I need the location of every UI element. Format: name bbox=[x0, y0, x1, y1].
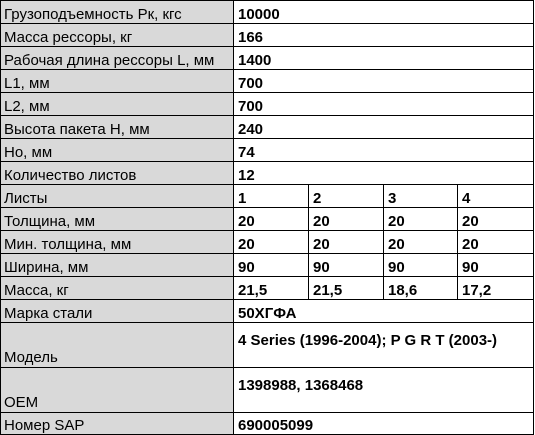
thickness-leaf-2: 20 bbox=[309, 208, 384, 231]
label-load-capacity: Грузоподъемность Рк, кгс bbox=[1, 1, 234, 24]
row-load-capacity bbox=[1, 1, 534, 24]
label-width: Ширина, мм bbox=[1, 254, 234, 277]
value-steel-grade: 50ХГФА bbox=[234, 300, 534, 323]
row-min-thickness bbox=[1, 231, 534, 254]
label-leaves: Листы bbox=[1, 185, 234, 208]
value-leaf-count: 12 bbox=[234, 162, 534, 185]
leaf-column-4: 4 bbox=[458, 185, 534, 208]
width-leaf-3: 90 bbox=[384, 254, 458, 277]
value-l1: 700 bbox=[234, 70, 534, 93]
mass-leaf-3: 18,6 bbox=[384, 277, 458, 300]
label-spring-mass: Масса рессоры, кг bbox=[1, 24, 234, 47]
width-leaf-4: 90 bbox=[458, 254, 534, 277]
value-oem: 1398988, 1368468 bbox=[234, 368, 534, 413]
label-sap: Номер SAP bbox=[1, 413, 234, 435]
row-leaf-count bbox=[1, 162, 534, 185]
row-h0 bbox=[1, 139, 534, 162]
label-l2: L2, мм bbox=[1, 93, 234, 116]
leaf-column-1: 1 bbox=[234, 185, 309, 208]
mass-leaf-4: 17,2 bbox=[458, 277, 534, 300]
min-thickness-leaf-1: 20 bbox=[234, 231, 309, 254]
row-working-length bbox=[1, 47, 534, 70]
row-l2 bbox=[1, 93, 534, 116]
label-model: Модель bbox=[1, 323, 234, 368]
value-pack-height: 240 bbox=[234, 116, 534, 139]
thickness-leaf-3: 20 bbox=[384, 208, 458, 231]
row-l1 bbox=[1, 70, 534, 93]
label-working-length: Рабочая длина рессоры L, мм bbox=[1, 47, 234, 70]
value-spring-mass: 166 bbox=[234, 24, 534, 47]
value-load-capacity: 10000 bbox=[234, 1, 534, 24]
label-leaf-count: Количество листов bbox=[1, 162, 234, 185]
value-model: 4 Series (1996-2004); P G R T (2003-) bbox=[234, 323, 534, 368]
row-sap bbox=[1, 413, 534, 435]
mass-leaf-1: 21,5 bbox=[234, 277, 309, 300]
label-thickness: Толщина, мм bbox=[1, 208, 234, 231]
value-working-length: 1400 bbox=[234, 47, 534, 70]
min-thickness-leaf-4: 20 bbox=[458, 231, 534, 254]
row-steel-grade bbox=[1, 300, 534, 323]
row-pack-height bbox=[1, 116, 534, 139]
row-thickness bbox=[1, 208, 534, 231]
row-leaf-mass bbox=[1, 277, 534, 300]
label-l1: L1, мм bbox=[1, 70, 234, 93]
width-leaf-1: 90 bbox=[234, 254, 309, 277]
value-sap: 690005099 bbox=[234, 413, 534, 435]
thickness-leaf-4: 20 bbox=[458, 208, 534, 231]
leaf-column-2: 2 bbox=[309, 185, 384, 208]
label-steel-grade: Марка стали bbox=[1, 300, 234, 323]
row-spring-mass bbox=[1, 24, 534, 47]
label-h0: Но, мм bbox=[1, 139, 234, 162]
min-thickness-leaf-3: 20 bbox=[384, 231, 458, 254]
mass-leaf-2: 21,5 bbox=[309, 277, 384, 300]
leaf-column-3: 3 bbox=[384, 185, 458, 208]
label-oem: OEM bbox=[1, 368, 234, 413]
row-leaves-header bbox=[1, 185, 534, 208]
row-model bbox=[1, 323, 534, 368]
min-thickness-leaf-2: 20 bbox=[309, 231, 384, 254]
label-pack-height: Высота пакета Н, мм bbox=[1, 116, 234, 139]
row-width bbox=[1, 254, 534, 277]
thickness-leaf-1: 20 bbox=[234, 208, 309, 231]
value-l2: 700 bbox=[234, 93, 534, 116]
row-oem bbox=[1, 368, 534, 413]
label-leaf-mass: Масса, кг bbox=[1, 277, 234, 300]
width-leaf-2: 90 bbox=[309, 254, 384, 277]
label-min-thickness: Мин. толщина, мм bbox=[1, 231, 234, 254]
value-h0: 74 bbox=[234, 139, 534, 162]
